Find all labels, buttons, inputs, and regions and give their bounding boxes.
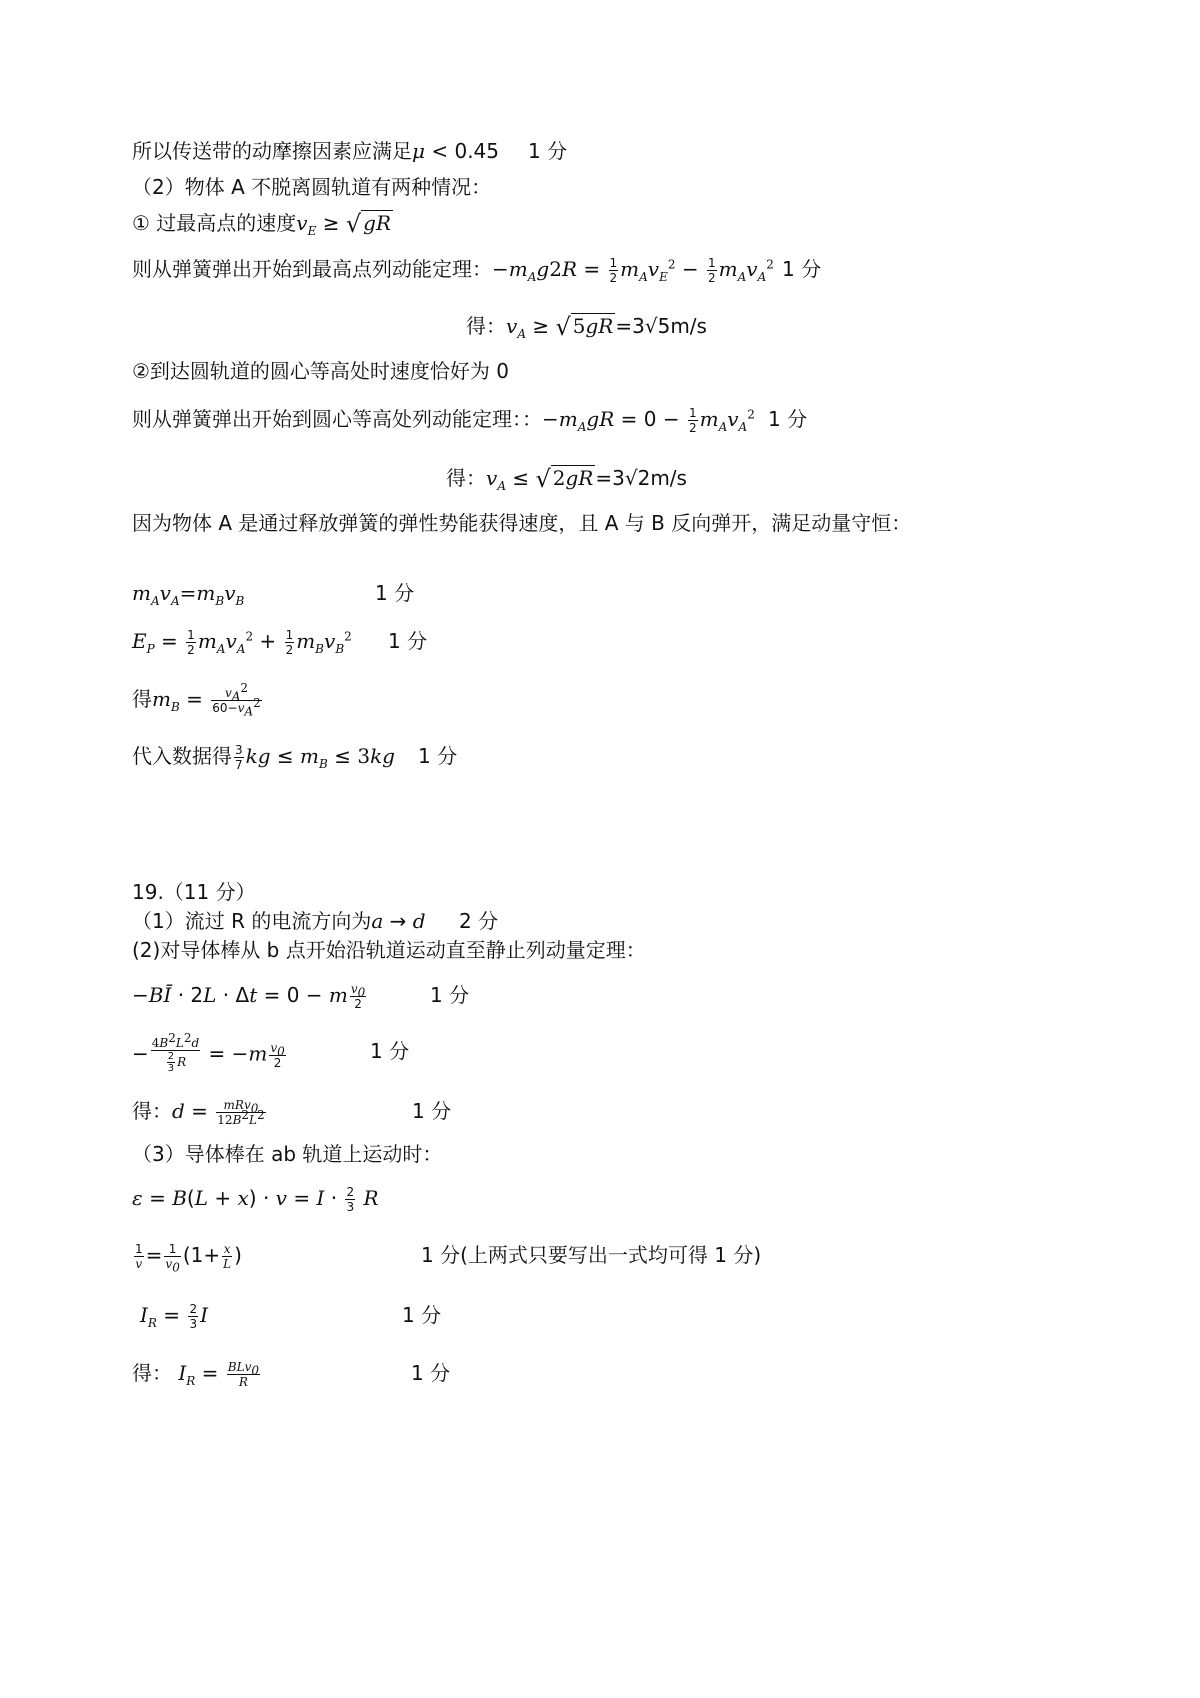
line-3-text: ① 过最高点的速度$v_E$ ≥ √ gR — [132, 210, 392, 238]
line-1-score: 1 分 — [528, 139, 568, 163]
line-13-score: 1 分 — [418, 744, 458, 768]
line-10-formula: $m_Av_A=m_Bv_B$ — [132, 581, 245, 608]
line-12-formula: 得$m_B$ = $\frac{v_A^2}{60-v_A^2}$ — [132, 681, 261, 719]
line-9-text: 因为物体 A 是通过释放弹簧的弹性势能获得速度，且 A 与 B 反向弹开，满足动量守恒： — [132, 511, 912, 535]
line-17-score: 1 分 — [430, 983, 470, 1007]
line-10-score: 1 分 — [375, 581, 415, 605]
question-19-title: 19.（11 分） — [132, 880, 256, 904]
line-7-text: 则从弹簧弹出开始到圆心等高处列动能定理：：$-m_AgR = 0$ − $\frac{1}{2}$ $m_Av_A^2$ — [132, 406, 755, 435]
line-4-score: 1 分 — [782, 257, 822, 281]
line-6-text: ②到达圆轨道的圆心等高处时速度恰好为 0 — [132, 359, 510, 383]
line-2-text: （2）物体 A 不脱离圆轨道有两种情况： — [132, 175, 492, 199]
line-15-text: （1）流过 R 的电流方向为a → d — [132, 909, 426, 933]
line-19-formula: 得：d = mRv$_0$ $12B^2L^2$ — [132, 1098, 265, 1127]
line-18-score: 1 分 — [370, 1039, 410, 1063]
line-1-text: 所以传送带的动摩擦因素应满足μ < 0.45 — [132, 139, 500, 163]
line-4-text: 则从弹簧弹出开始到最高点列动能定理：$-m_Ag2R$ = $\frac{1}{2}$ $m_Av_E^2$ − $\frac{1}{2}$ $m_Av_A^2$ — [132, 256, 774, 285]
line-23-score: 1 分 — [402, 1303, 442, 1327]
line-5-text: 得：$v_A$ ≥ √ 5gR =3√5m/s — [466, 313, 707, 341]
line-23-formula: $I_R$ = $\frac{2}{3}$ I — [140, 1302, 208, 1331]
line-16-text: (2)对导体棒从 b 点开始沿轨道运动直至静止列动量定理： — [132, 938, 646, 962]
line-17-formula: −BĪ · 2L · Δt = 0 − m $\frac{v_0}{2}$ — [132, 982, 366, 1011]
line-13-formula: 代入数据得 $\frac{3}{7}$ kg ≤ $m_B \le 3kg$ — [132, 743, 395, 772]
line-11-formula: $E_P$ = $\frac{1}{2}$ $m_Av_A^2$ + $\frac{1}{2}$ $m_Bv_B^2$ — [132, 628, 352, 657]
line-22-formula: $\frac{1}{v}$ = $\frac{1}{v_0}$ (1+ $\frac{x}{L}$ ) — [135, 1242, 242, 1275]
line-22-score: 1 分(上两式只要写出一式均可得 1 分) — [421, 1243, 762, 1267]
line-18-formula: − $4B^2L^2d$ $\frac{2}{3}$ R = −m $\frac{v_0}{2}$ — [132, 1031, 285, 1074]
line-7-score: 1 分 — [768, 407, 808, 431]
line-8-text: 得：$v_A$ ≤ √ 2gR =3√2m/s — [446, 465, 687, 493]
line-21-formula: ε = B(L + x) · v = I · $\frac{2}{3}$ R — [132, 1185, 379, 1214]
line-20-text: （3）导体棒在 ab 轨道上运动时： — [132, 1142, 443, 1166]
line-24-score: 1 分 — [411, 1361, 451, 1385]
line-24-formula: 得： $I_R$ = BLv$_0$ R — [132, 1360, 260, 1389]
line-15-score: 2 分 — [459, 909, 499, 933]
line-11-score: 1 分 — [388, 629, 428, 653]
line-19-score: 1 分 — [412, 1099, 452, 1123]
